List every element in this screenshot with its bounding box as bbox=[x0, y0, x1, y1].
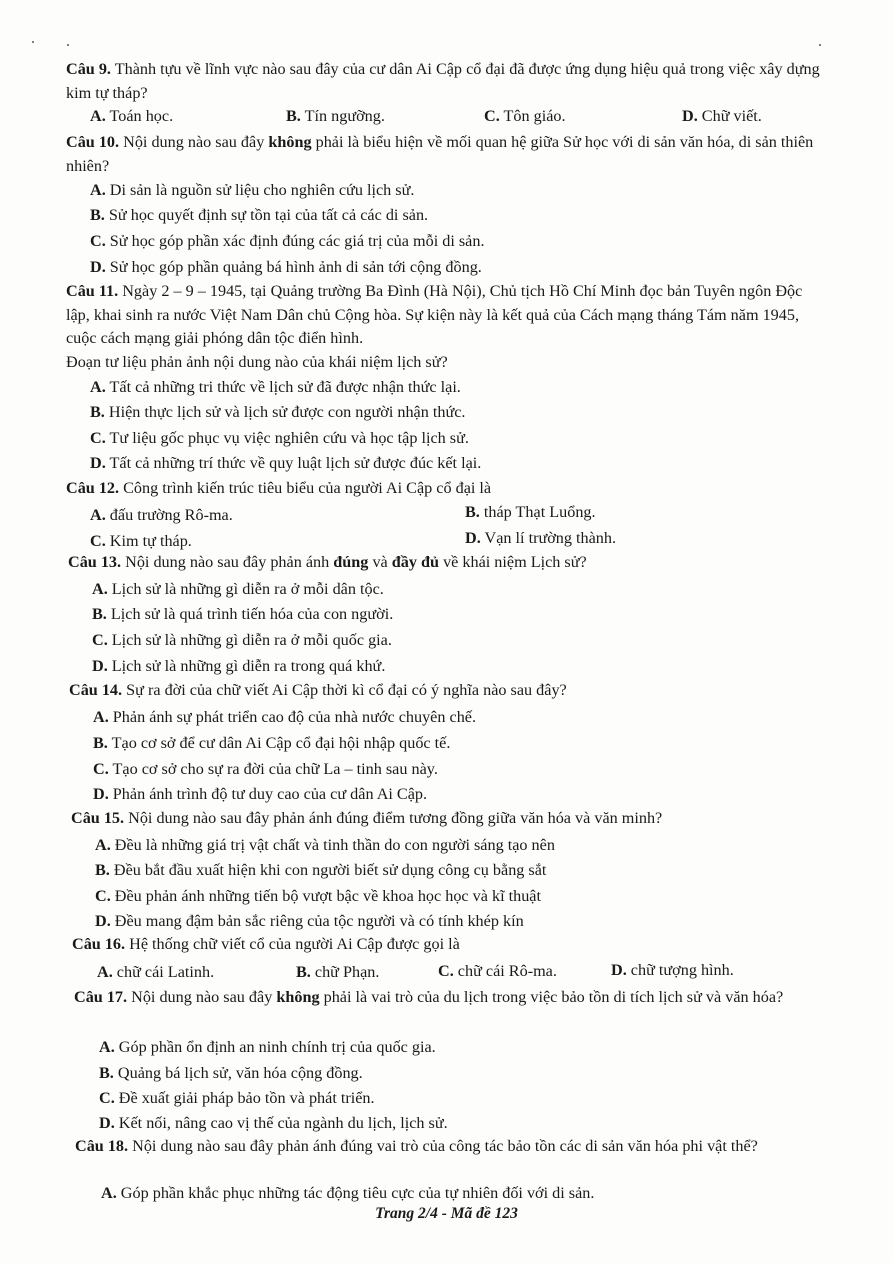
scan-speck bbox=[32, 41, 34, 43]
option-a: A. Đều là những giá trị vật chất và tinh thần do con người sáng tạo nên bbox=[95, 836, 555, 854]
question-15-stem: Câu 15. Nội dung nào sau đây phản ánh đúng điểm tương đồng giữa văn hóa và văn minh? bbox=[71, 809, 663, 827]
option-c: C. Tôn giáo. bbox=[484, 107, 566, 125]
option-b: B. Lịch sử là quá trình tiến hóa của con người. bbox=[92, 605, 394, 623]
question-10-stem: Câu 10. Nội dung nào sau đây không phải là biểu hiện về mối quan hệ giữa Sử học với di sản văn hóa, di sản thiên nhiên? bbox=[66, 133, 814, 175]
question-number: Câu 17. bbox=[74, 988, 128, 1006]
option-a: A. Góp phần khắc phục những tác động tiêu cực của tự nhiên đối với di sản. bbox=[101, 1184, 595, 1202]
question-18-stem: Câu 18. Nội dung nào sau đây phản ánh đúng vai trò của công tác bảo tồn các di sản văn hóa phi vật thể? bbox=[75, 1137, 758, 1155]
question-number: Câu 16. bbox=[72, 935, 126, 953]
option-b: B. Sử học quyết định sự tồn tại của tất cả các di sản. bbox=[90, 206, 429, 224]
option-d: D. Vạn lí trường thành. bbox=[465, 529, 617, 547]
scan-speck bbox=[67, 44, 69, 46]
option-b: B. Đều bắt đầu xuất hiện khi con người biết sử dụng công cụ bằng sắt bbox=[95, 861, 547, 879]
question-12-stem: Câu 12. Công trình kiến trúc tiêu biểu của người Ai Cập cổ đại là bbox=[66, 479, 492, 497]
option-c: C. Đề xuất giải pháp bảo tồn và phát triển. bbox=[99, 1089, 375, 1107]
question-text: Thành tựu về lĩnh vực nào sau đây của cư dân Ai Cập cổ đại đã được ứng dụng hiệu quả trong việc xây dựng kim tự tháp? bbox=[66, 60, 820, 102]
option-a: A. Lịch sử là những gì diễn ra ở mỗi dân tộc. bbox=[92, 580, 384, 598]
question-9-stem bbox=[66, 58, 826, 105]
question-number: Câu 13. bbox=[68, 553, 122, 571]
option-a: A. chữ cái Latinh. bbox=[97, 963, 215, 981]
option-b: B. Tín ngưỡng. bbox=[286, 107, 385, 125]
option-d: D. Phản ánh trình độ tư duy cao của cư dân Ai Cập. bbox=[93, 785, 428, 803]
option-c: C. Đều phản ánh những tiến bộ vượt bậc về khoa học học và kĩ thuật bbox=[95, 887, 541, 905]
option-c: C. Tư liệu gốc phục vụ việc nghiên cứu và học tập lịch sử. bbox=[90, 429, 469, 447]
option-c: C. Lịch sử là những gì diễn ra ở mỗi quốc gia. bbox=[92, 631, 392, 649]
question-11-prompt: Đoạn tư liệu phản ảnh nội dung nào của khái niệm lịch sử? bbox=[66, 353, 448, 371]
question-number: Câu 11. bbox=[66, 282, 119, 300]
question-number: Câu 15. bbox=[71, 809, 125, 827]
option-d: D. Sử học góp phần quảng bá hình ảnh di sản tới cộng đồng. bbox=[90, 258, 482, 276]
question-number: Câu 10. bbox=[66, 133, 120, 151]
option-a: A. Di sản là nguồn sử liệu cho nghiên cứu lịch sử. bbox=[90, 181, 415, 199]
question-number: Câu 14. bbox=[69, 681, 123, 699]
option-c: C. Sử học góp phần xác định đúng các giá trị của mỗi di sản. bbox=[90, 232, 485, 250]
option-a: A. đấu trường Rô-ma. bbox=[90, 506, 233, 524]
question-number: Câu 9. bbox=[66, 60, 111, 78]
option-a: A. Phản ánh sự phát triển cao độ của nhà nước chuyên chế. bbox=[93, 708, 477, 726]
option-a: A. Toán học. bbox=[90, 107, 174, 125]
option-b: B. Quảng bá lịch sử, văn hóa cộng đồng. bbox=[99, 1064, 363, 1082]
scan-speck bbox=[819, 44, 821, 46]
option-d: D. chữ tượng hình. bbox=[611, 961, 734, 979]
option-c: C. Tạo cơ sở cho sự ra đời của chữ La – tinh sau này. bbox=[93, 760, 438, 778]
option-a: A. Tất cả những tri thức về lịch sử đã được nhận thức lại. bbox=[90, 378, 461, 396]
option-c: C. Kim tự tháp. bbox=[90, 532, 192, 550]
option-b: B. tháp Thạt Luổng. bbox=[465, 503, 596, 521]
question-number: Câu 12. bbox=[66, 479, 120, 497]
option-b: B. chữ Phạn. bbox=[296, 963, 380, 981]
option-d: D. Kết nối, nâng cao vị thế của ngành du lịch, lịch sử. bbox=[99, 1114, 448, 1132]
question-14-stem: Câu 14. Sự ra đời của chữ viết Ai Cập thời kì cổ đại có ý nghĩa nào sau đây? bbox=[69, 681, 567, 699]
option-b: B. Tạo cơ sở để cư dân Ai Cập cổ đại hội nhập quốc tế. bbox=[93, 734, 451, 752]
option-b: B. Hiện thực lịch sử và lịch sử được con người nhận thức. bbox=[90, 403, 466, 421]
question-17-stem: Câu 17. Nội dung nào sau đây không phải là vai trò của du lịch trong việc bảo tồn di tích lịch sử và văn hóa? bbox=[74, 988, 784, 1006]
option-d: D. Đều mang đậm bản sắc riêng của tộc người và có tính khép kín bbox=[95, 912, 524, 930]
option-d: D. Lịch sử là những gì diễn ra trong quá khứ. bbox=[92, 657, 386, 675]
page-footer: Trang 2/4 - Mã đề 123 bbox=[375, 1205, 518, 1222]
option-c: C. chữ cái Rô-ma. bbox=[438, 962, 557, 980]
option-d: D. Chữ viết. bbox=[682, 107, 762, 125]
question-11-stem: Câu 11. Ngày 2 – 9 – 1945, tại Quảng trường Ba Đình (Hà Nội), Chủ tịch Hồ Chí Minh đọc bản Tuyên ngôn Độc lập, khai sinh ra nước Việt Nam Dân chủ Cộng hòa. Sự kiện này là kết quả của Cách mạng tháng Tám năm 1945, cuộc cách mạng giải phóng dân tộc điển hình. bbox=[66, 282, 803, 347]
question-13-stem: Câu 13. Nội dung nào sau đây phản ánh đúng và đầy đủ về khái niệm Lịch sử? bbox=[68, 553, 587, 571]
question-16-stem: Câu 16. Hệ thống chữ viết cổ của người Ai Cập được gọi là bbox=[72, 935, 460, 953]
option-a: A. Góp phần ổn định an ninh chính trị của quốc gia. bbox=[99, 1038, 436, 1056]
question-number: Câu 18. bbox=[75, 1137, 129, 1155]
option-d: D. Tất cả những trí thức về quy luật lịch sử được đúc kết lại. bbox=[90, 454, 482, 472]
